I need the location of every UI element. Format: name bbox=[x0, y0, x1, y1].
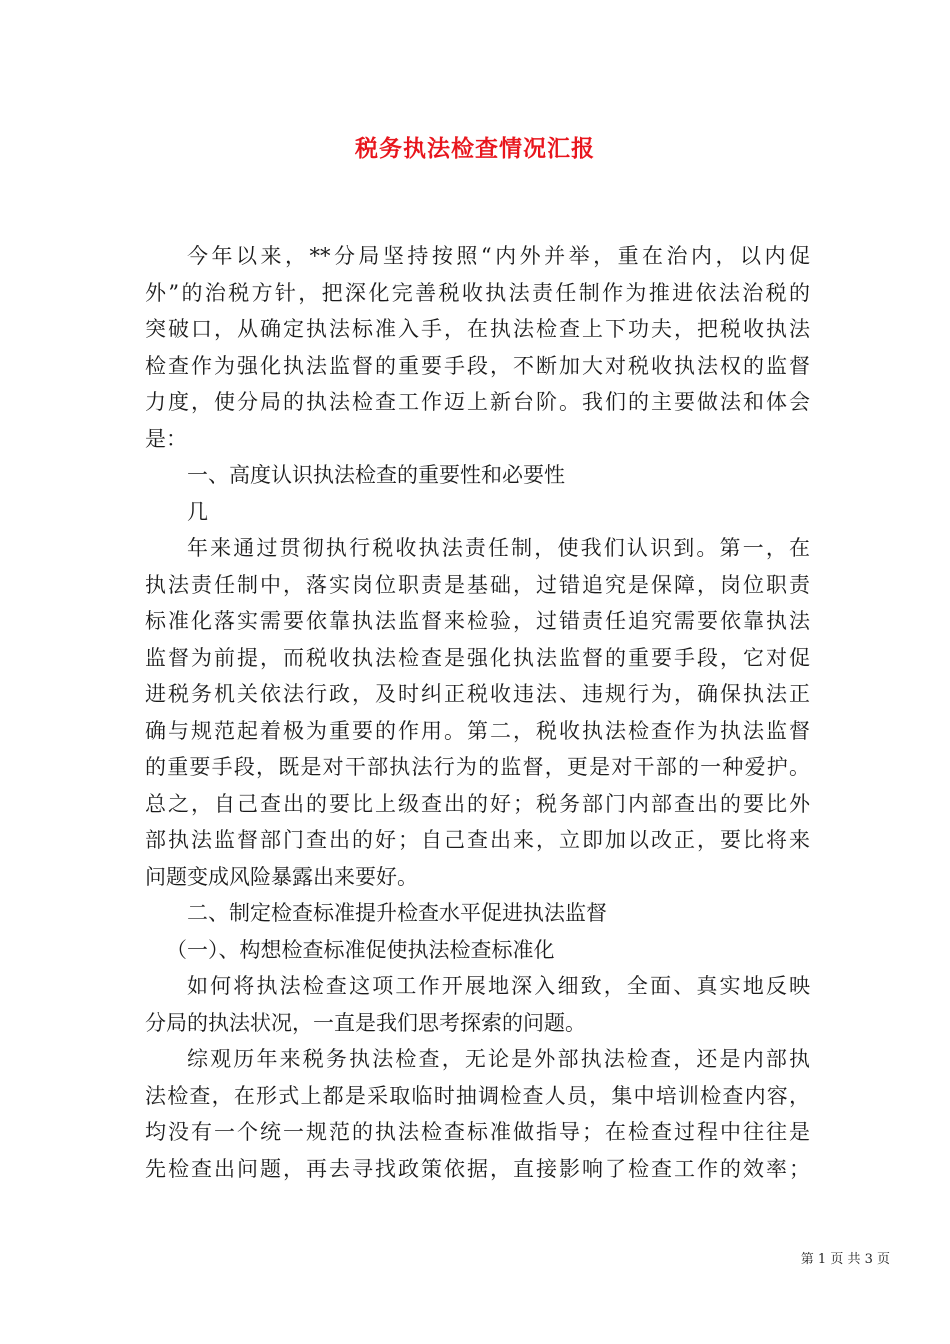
document-title: 税务执法检查情况汇报 bbox=[355, 135, 595, 162]
paragraph-line: 是： bbox=[145, 426, 187, 451]
paragraph-line: 进税务机关依法行政，及时纠正税收违法、违规行为，确保执法正 bbox=[145, 682, 810, 706]
section-heading: 一、高度认识执法检查的重要性和必要性 bbox=[187, 463, 565, 487]
paragraph-line: 分局的执法状况，一直是我们思考探索的问题。 bbox=[145, 1010, 586, 1035]
document-body bbox=[145, 238, 810, 1187]
paragraph-line: 法检查，在形式上都是采取临时抽调检查人员，集中培训检查内容， bbox=[145, 1083, 810, 1108]
paragraph-line: 监督为前提，而税收执法检查是强化执法监督的重要手段，它对促 bbox=[145, 645, 810, 670]
paragraph-line: 确与规范起着极为重要的作用。第二，税收执法检查作为执法监督 bbox=[145, 718, 810, 743]
paragraph-line: 综观历年来税务执法检查，无论是外部执法检查，还是内部执 bbox=[187, 1047, 810, 1071]
paragraph-line: 外”的治税方针，把深化完善税收执法责任制作为推进依法治税的 bbox=[145, 280, 810, 305]
paragraph-line: 均没有一个统一规范的执法检查标准做指导；在检查过程中往往是 bbox=[145, 1120, 810, 1144]
subsection-heading: （一）、构想检查标准促使执法检查标准化 bbox=[166, 937, 555, 962]
paragraph-line: 年来通过贯彻执行税收执法责任制，使我们认识到。第一，在 bbox=[187, 536, 810, 560]
paragraph-line: 突破口，从确定执法标准入手，在执法检查上下功夫，把税收执法 bbox=[145, 317, 810, 341]
paragraph-line: 的重要手段，既是对干部执法行为的监督，更是对干部的一种爱护。 bbox=[145, 755, 810, 779]
paragraph-line: 如何将执法检查这项工作开展地深入细致，全面、真实地反映 bbox=[187, 974, 810, 998]
paragraph-line: 问题变成风险暴露出来要好。 bbox=[145, 864, 418, 889]
paragraph-line: 部执法监督部门查出的好；自己查出来，立即加以改正，要比将来 bbox=[145, 828, 810, 852]
paragraph-line: 标准化落实需要依靠执法监督来检验，过错责任追究需要依靠执法 bbox=[145, 609, 810, 633]
section-heading: 二、制定检查标准提升检查水平促进执法监督 bbox=[187, 901, 607, 925]
paragraph-line: 力度，使分局的执法检查工作迈上新台阶。我们的主要做法和体会 bbox=[145, 390, 810, 414]
paragraph-line: 几 bbox=[187, 499, 208, 524]
paragraph-line: 总之，自己查出的要比上级查出的好；税务部门内部查出的要比外 bbox=[145, 791, 810, 816]
page-indicator: 第 1 页 共 3 页 bbox=[800, 1252, 890, 1267]
paragraph-line: 检查作为强化执法监督的重要手段，不断加大对税收执法权的监督 bbox=[145, 353, 810, 378]
paragraph-line: 执法责任制中，落实岗位职责是基础，过错追究是保障，岗位职责 bbox=[145, 572, 810, 597]
paragraph-line: 今年以来，**分局坚持按照“内外并举，重在治内，以内促 bbox=[187, 244, 810, 268]
paragraph-line: 先检查出问题，再去寻找政策依据，直接影响了检查工作的效率； bbox=[145, 1156, 810, 1181]
